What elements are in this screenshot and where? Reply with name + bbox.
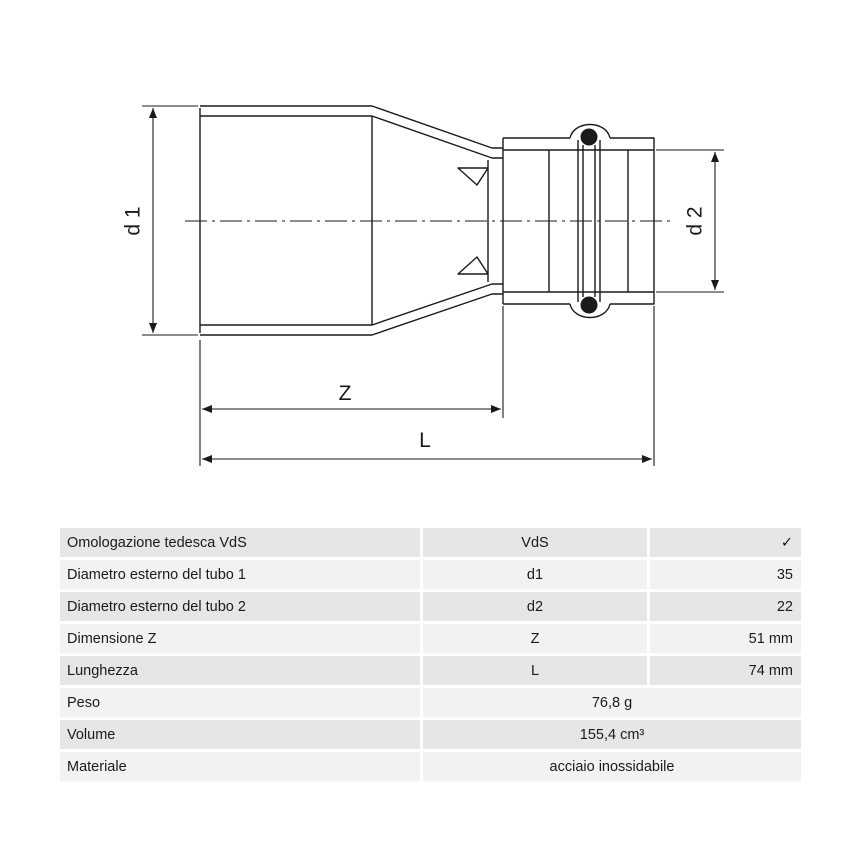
row-label: Materiale xyxy=(60,752,423,781)
label-z: Z xyxy=(338,382,352,405)
dimension-z xyxy=(200,306,503,466)
row-value: 76,8 g xyxy=(423,688,801,717)
row-label: Peso xyxy=(60,688,423,717)
spec-table xyxy=(60,525,801,784)
spec-row-d2 xyxy=(60,592,801,621)
spec-row-material xyxy=(60,752,801,781)
row-label: Diametro esterno del tubo 1 xyxy=(60,560,423,589)
row-symbol: d1 xyxy=(423,560,650,589)
check-icon: ✓ xyxy=(650,528,801,557)
row-value: 51 mm xyxy=(650,624,801,653)
row-label: Diametro esterno del tubo 2 xyxy=(60,592,423,621)
row-value: 22 xyxy=(650,592,801,621)
row-label: Dimensione Z xyxy=(60,624,423,653)
row-value: 35 xyxy=(650,560,801,589)
row-value: 155,4 cm³ xyxy=(423,720,801,749)
row-symbol: VdS xyxy=(423,528,650,557)
dimension-d1 xyxy=(142,106,198,335)
label-d1: d 1 xyxy=(121,206,145,236)
spec-row-d1 xyxy=(60,560,801,589)
row-symbol: L xyxy=(423,656,650,685)
spec-row-z xyxy=(60,624,801,653)
spec-row-weight xyxy=(60,688,801,717)
spec-row-volume xyxy=(60,720,801,749)
row-value: 74 mm xyxy=(650,656,801,685)
row-symbol: d2 xyxy=(423,592,650,621)
large-end-body xyxy=(200,106,503,335)
row-label: Omologazione tedesca VdS xyxy=(60,528,423,557)
o-ring-bottom xyxy=(581,297,598,314)
label-d2: d 2 xyxy=(683,206,707,236)
o-ring-top xyxy=(581,129,598,146)
label-l: L xyxy=(419,429,431,452)
spec-row-approval xyxy=(60,528,801,557)
row-label: Lunghezza xyxy=(60,656,423,685)
row-symbol: Z xyxy=(423,624,650,653)
row-value: acciaio inossidabile xyxy=(423,752,801,781)
spec-row-length xyxy=(60,656,801,685)
row-label: Volume xyxy=(60,720,423,749)
